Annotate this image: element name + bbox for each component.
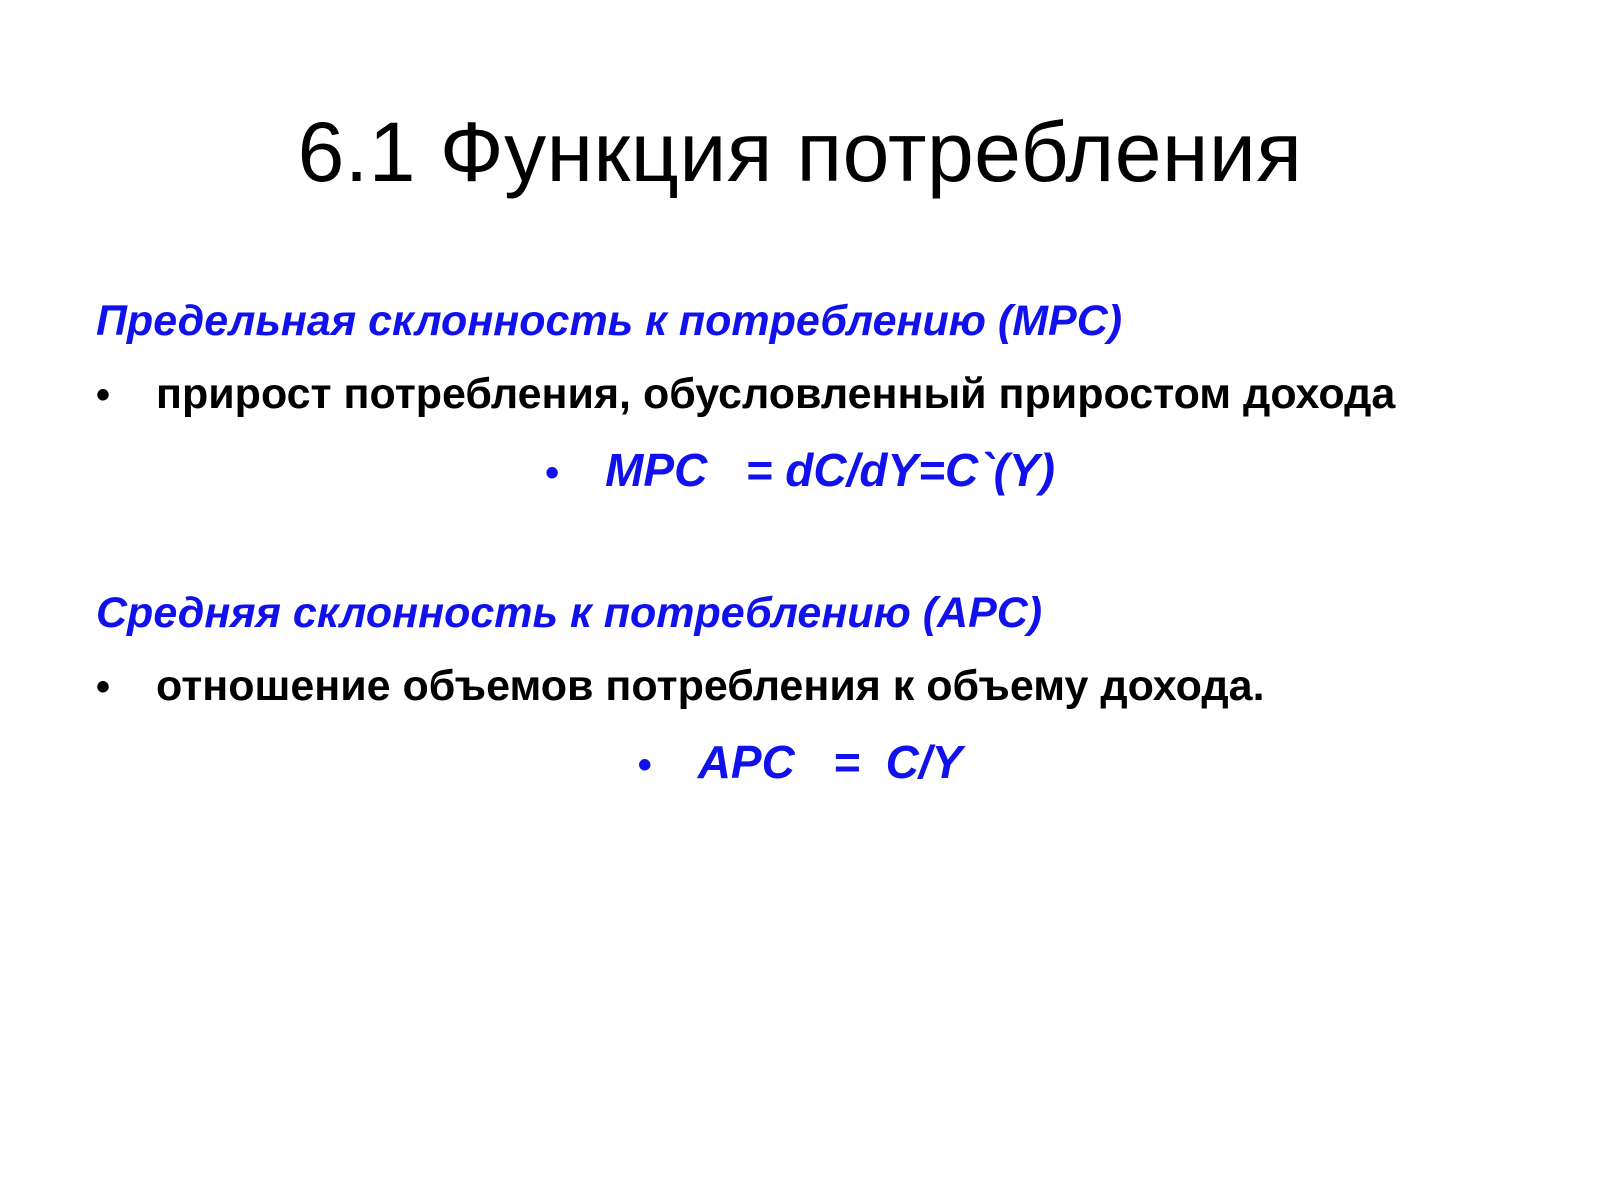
apc-definition xyxy=(96,661,1265,713)
apc-formula xyxy=(0,735,1600,790)
mpc-formula-text: MPC = dC/dY=C`(Y) xyxy=(605,444,1055,496)
apc-formula-text: APC = C/Y xyxy=(697,736,963,788)
mpc-definition xyxy=(96,369,1395,421)
bullet-icon: • xyxy=(96,373,111,417)
bullet-icon: • xyxy=(637,743,652,787)
apc-definition-text: отношение объемов потребления к объему дохода. xyxy=(156,662,1265,710)
bullet-icon: • xyxy=(96,665,111,709)
mpc-definition-text: прирост потребления, обусловленный приростом дохода xyxy=(156,370,1396,418)
slide-title: 6.1 Функция потребления xyxy=(297,105,1303,199)
mpc-heading: Предельная склонность к потреблению (MPC) xyxy=(96,297,1123,345)
mpc-formula xyxy=(0,443,1600,498)
bullet-icon: • xyxy=(545,451,560,495)
apc-heading: Средняя склонность к потреблению (APC) xyxy=(96,589,1043,637)
